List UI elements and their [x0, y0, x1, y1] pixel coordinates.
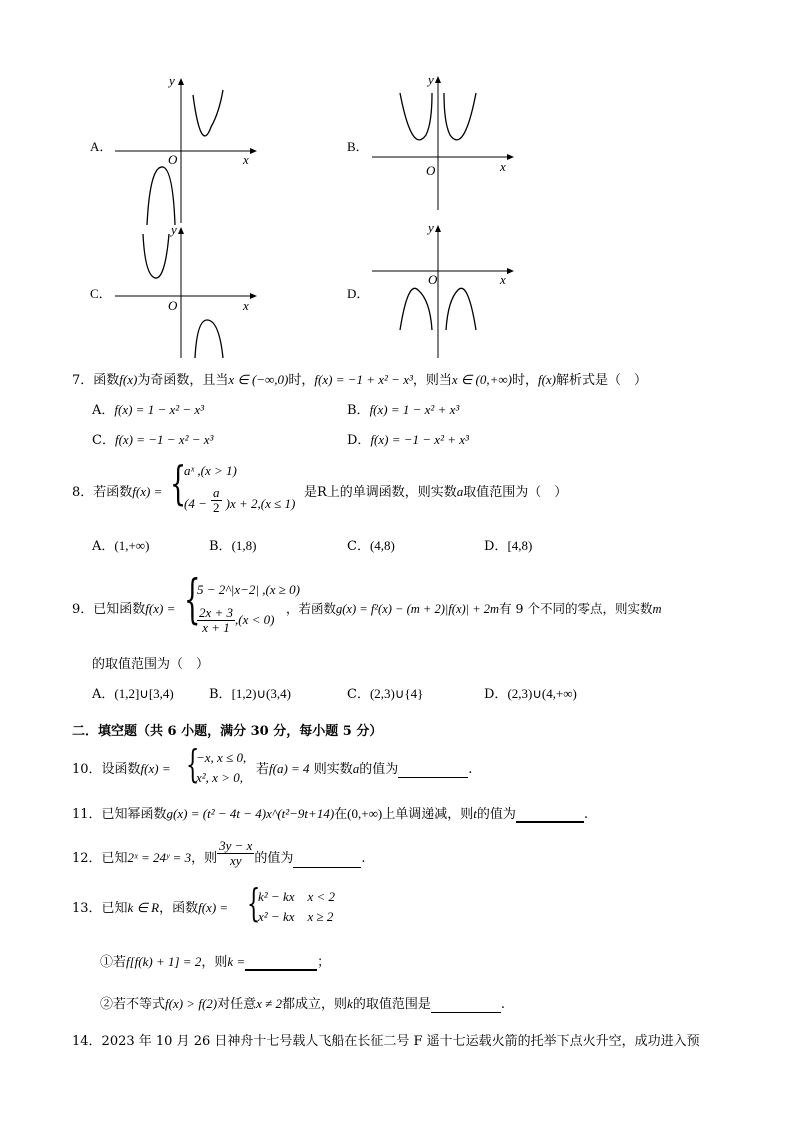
origin-label: O: [168, 298, 178, 313]
q9-option-d: D．(2,3)∪(4,+∞): [484, 686, 577, 702]
q10-suffix: 若f(a) = 4 则实数a的值为 .: [256, 761, 473, 777]
q8-option-d: D．[4,8): [484, 538, 533, 554]
option-b-label: B．: [347, 139, 369, 154]
q13-sub2: ②若不等式f(x) > f(2)对任意x ≠ 2都成立，则k的取值范围是 .: [100, 996, 505, 1012]
q9-option-a: A．(1,2]∪[3,4): [92, 686, 174, 702]
origin-label: O: [428, 272, 438, 287]
q7-mid3: ，则当: [412, 373, 452, 388]
q7-mid2: 时，: [288, 373, 315, 388]
q8-fraction: $\frac{a}{2}$: [213, 485, 220, 515]
q7-fx2: f(x): [537, 372, 556, 387]
q12-answer-blank[interactable]: [293, 853, 361, 868]
q10-prefix: 10．设函数f(x) =: [72, 761, 171, 777]
axis-y-label: y: [428, 72, 434, 87]
axis-x-label: x: [500, 159, 506, 174]
option-a-label: A．: [90, 139, 113, 154]
q12-line: 12．已知2ˣ = 24ʸ = 3，则 $\frac{3y - x}{xy}$ 的值为 .: [72, 838, 366, 868]
option-d-label: D．: [347, 286, 370, 301]
q9-fraction: $\frac{2x + 3}{x + 1}$: [199, 605, 234, 635]
q8-brace: {: [170, 456, 187, 510]
q9-case2: $\frac{2x + 3}{x + 1}$ ,(x < 0): [199, 605, 275, 635]
q11-answer-blank[interactable]: [516, 807, 584, 823]
q9-brace: {: [184, 570, 201, 630]
q8-option-a: A．(1,+∞): [92, 538, 150, 554]
q12-fraction: $\frac{3y - x}{xy}$: [219, 838, 253, 868]
q7-option-c: C．f(x) = −1 − x² − x³: [92, 432, 214, 448]
q11-line: 11．已知幂函数g(x) = (t² − 4t − 4)x^(t²−9t+14)在(0,+∞)上单调递减，则t的值为 .: [72, 806, 588, 822]
q13-sub1-answer-blank[interactable]: [245, 955, 317, 971]
q9-mid: ，若函数g(x) = f²(x) − (m + 2)|f(x)| + 2m有 9 个不同的零点，则实数m: [286, 601, 662, 616]
q7-fx: f(x): [119, 372, 138, 387]
axis-x-label: x: [243, 152, 249, 167]
q13-case1: k² − kx x < 2: [258, 889, 336, 904]
q10-case2: x², x > 0,: [196, 770, 243, 785]
axis-y-label: y: [428, 220, 434, 235]
q7-mid: 为奇函数，且当: [137, 373, 229, 388]
q7-prefix: 7．函数: [72, 373, 120, 388]
q8-option-b: B．(1,8): [209, 538, 257, 554]
q10-brace: {: [186, 742, 200, 786]
q7-end: 解析式是（ ）: [556, 373, 648, 388]
q13-prefix: 13．已知k ∈ R，函数f(x) =: [72, 900, 229, 916]
axis-x-label: x: [500, 272, 506, 287]
graph-b: [372, 72, 542, 225]
q9-prefix: 9．已知函数f(x) =: [72, 601, 176, 617]
graph-a: [115, 75, 275, 225]
q7-option-d: D．f(x) = −1 − x² + x³: [347, 432, 469, 448]
q9-case1: 5 − 2^|x−2| ,(x ≥ 0): [197, 582, 301, 597]
axis-y-label: y: [169, 73, 175, 88]
section2-title: 二．填空题（共 6 小题，满分 30 分，每小题 5 分）: [72, 724, 383, 739]
q7-cond1: x ∈ (−∞,0): [228, 372, 289, 387]
q8-case2: (4 − $\frac{a}{2}$ )x + 2,(x ≤ 1): [184, 485, 296, 515]
q8-option-c: C．(4,8): [347, 538, 395, 554]
q10-case1: −x, x ≤ 0,: [196, 750, 247, 765]
q8-prefix: 8．若函数f(x) =: [72, 484, 163, 500]
axis-x-label: x: [243, 298, 249, 313]
q7-option-a: A．f(x) = 1 − x² − x³: [92, 402, 205, 418]
graph-c: [115, 220, 275, 360]
q7-mid4: 时，: [511, 373, 538, 388]
q7-expr: f(x) = −1 + x² − x³: [314, 372, 413, 387]
axis-y-label: y: [171, 222, 177, 237]
graph-d: [372, 220, 542, 360]
q7-stem: [72, 372, 647, 389]
origin-label: O: [426, 163, 436, 178]
q13-case2: x² − kx x ≥ 2: [258, 909, 334, 924]
q8-case1: aˣ ,(x > 1): [184, 463, 237, 478]
q13-sub1: ①若f[f(k) + 1] = 2，则k = ；: [100, 954, 331, 970]
origin-label: O: [168, 152, 178, 167]
q9-option-b: B．[1,2)∪(3,4): [209, 686, 291, 702]
q9-option-c: C．(2,3)∪{4}: [347, 686, 424, 702]
q13-brace: {: [247, 881, 261, 925]
q14-line: 14．2023 年 10 月 26 日神舟十七号载人飞船在长征二号 F 遥十七运载火箭的托举下点火升空，成功进入预: [72, 1034, 700, 1049]
q10-answer-blank[interactable]: [398, 763, 468, 778]
q9-line2: 的取值范围为（ ）: [92, 657, 210, 672]
q7-option-b: B．f(x) = 1 − x² + x³: [347, 402, 460, 418]
q8-suffix: 是R上的单调函数，则实数a取值范围为（ ）: [304, 484, 568, 500]
option-c-label: C．: [90, 286, 112, 301]
q13-sub2-answer-blank[interactable]: [431, 998, 501, 1013]
q7-cond2: x ∈ (0,+∞): [451, 372, 512, 387]
